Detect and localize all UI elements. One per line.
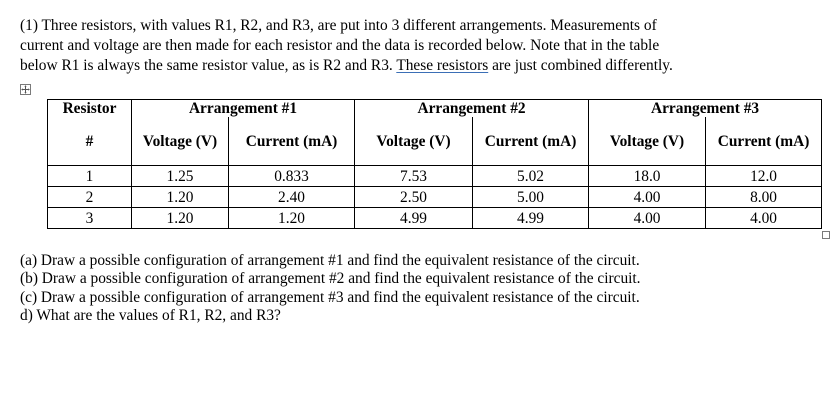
table-row — [48, 208, 822, 229]
table-cell: 7.53 — [355, 166, 473, 187]
resistor-number-header — [48, 117, 132, 166]
table-cell: 4.00 — [589, 187, 706, 208]
measurement-table — [47, 99, 822, 229]
intro-line-3-end: are just combined differently. — [488, 57, 673, 74]
table-cell: 4.00 — [589, 208, 706, 229]
table-cell: 2 — [48, 187, 132, 208]
arrangement-3-header: Arrangement #3 — [589, 100, 822, 118]
resistor-header — [48, 100, 132, 118]
table-cell: 1.25 — [132, 166, 229, 187]
table-cell: 5.02 — [473, 166, 589, 187]
table-cell: 1.20 — [229, 208, 355, 229]
table-cell: 4.99 — [355, 208, 473, 229]
arr1-voltage-header: Voltage (V) — [132, 117, 229, 166]
table-resize-handle-icon[interactable] — [822, 231, 830, 239]
table-cell: 1.20 — [132, 208, 229, 229]
table-cell: 8.00 — [706, 187, 822, 208]
question-b: (b) Draw a possible configuration of arrangement #2 and find the equivalent resistance of the circuit. — [20, 270, 641, 288]
intro-line-3 — [20, 56, 810, 76]
table-cell: 2.50 — [355, 187, 473, 208]
question-c: (c) Draw a possible configuration of arrangement #3 and find the equivalent resistance of the circuit. — [20, 288, 640, 306]
arrangement-2-header: Arrangement #2 — [355, 100, 589, 118]
table-cell: 18.0 — [589, 166, 706, 187]
problem-intro — [20, 16, 810, 76]
table-cell: 2.40 — [229, 187, 355, 208]
question-list — [20, 252, 641, 326]
table-cell: 1.20 — [132, 187, 229, 208]
table-cell: 3 — [48, 208, 132, 229]
resistor-header-label: Resistor — [62, 100, 117, 117]
arr1-current-header: Current (mA) — [229, 117, 355, 166]
table-cell: 4.99 — [473, 208, 589, 229]
arr2-voltage-header: Voltage (V) — [355, 117, 473, 166]
table-cell: 0.833 — [229, 166, 355, 187]
resistor-number-label: # — [85, 132, 94, 150]
table-row — [48, 187, 822, 208]
table-cell: 12.0 — [706, 166, 822, 187]
question-a: (a) Draw a possible configuration of arrangement #1 and find the equivalent resistance of the circuit. — [20, 252, 640, 269]
intro-line-1: (1) Three resistors, with values R1, R2, and R3, are put into 3 different arrangements. Measurements of — [20, 17, 657, 34]
table-row — [48, 166, 822, 187]
intro-line-3-text: below R1 is always the same resistor value, as is R2 and R3. — [20, 57, 397, 74]
table-cell: 4.00 — [706, 208, 822, 229]
arr3-voltage-header: Voltage (V) — [589, 117, 706, 166]
intro-underlined-phrase: These resistors — [396, 57, 489, 74]
arr3-current-header: Current (mA) — [706, 117, 822, 166]
arrangement-1-header: Arrangement #1 — [132, 100, 355, 118]
intro-line-2: current and voltage are then made for each resistor and the data is recorded below. Note that in the table — [20, 37, 660, 54]
arr2-current-header: Current (mA) — [473, 117, 589, 166]
table-cell: 1 — [48, 166, 132, 187]
table-cell: 5.00 — [473, 187, 589, 208]
table-move-handle-icon[interactable] — [20, 84, 31, 95]
question-d: d) What are the values of R1, R2, and R3? — [20, 307, 281, 325]
